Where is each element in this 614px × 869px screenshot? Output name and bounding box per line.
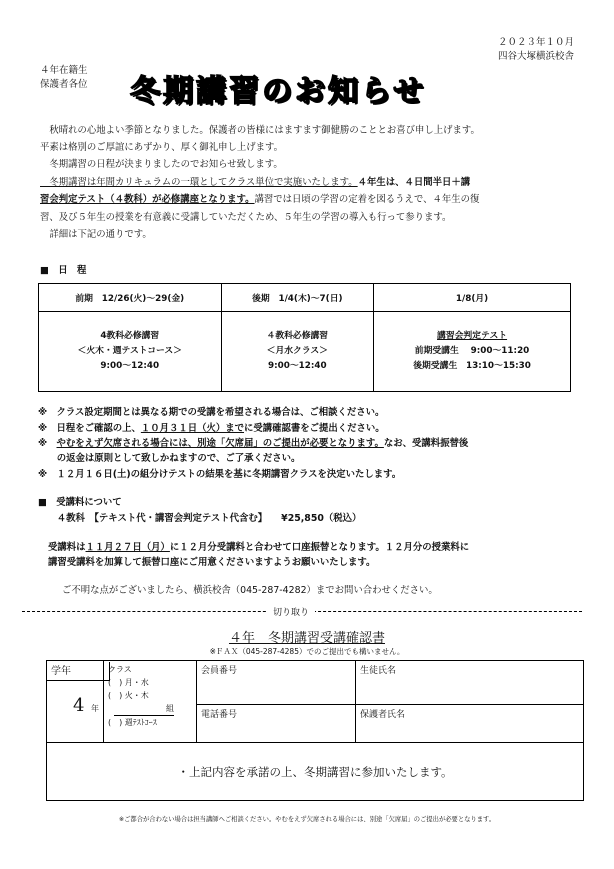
schedule-header-test: 1/8(月) xyxy=(374,284,571,312)
schedule-heading: ■ 日 程 xyxy=(40,265,87,276)
first-course-class: ＜火木・週テストコース＞ xyxy=(77,346,182,356)
schedule-table xyxy=(38,283,571,392)
consent-text: ・上記内容を承諾の上、冬期講習に参加いたします。 xyxy=(177,764,453,779)
member-number-field[interactable] xyxy=(197,661,356,705)
confirmation-form xyxy=(46,660,584,801)
fee-para-1c: に１２月分受講料と合わせて口座振替となります。１２月分の授業料に xyxy=(169,542,470,553)
intro-line-4a: 冬期講習は年間カリキュラムの一環としてクラス単位で実施いたします。 xyxy=(40,177,358,188)
student-name-label: 生徒氏名 xyxy=(360,666,397,676)
contact-line: ご不明な点がございましたら、横浜校舎（045-287-4282）までお問い合わせください。 xyxy=(62,585,438,596)
fax-note: ※ＦＡＸ（045-287-4285）でのご提出でも構いません。 xyxy=(209,647,405,656)
grade-unit: 年 xyxy=(91,704,99,713)
note-4: ※ １２月１６日(土)の組分けテストの結果を基に冬期講習クラスを決定いたします。 xyxy=(38,469,402,480)
consent-cell xyxy=(47,743,584,801)
recipient-grade: ４年在籍生 xyxy=(40,65,88,76)
intro-line-2: 平素は格別のご厚誼にあずかり、厚く御礼申し上げます。 xyxy=(40,142,284,153)
note-1: ※ クラス設定期間とは異なる期での受講を希望される場合は、ご相談ください。 xyxy=(38,407,385,418)
note-3a: ※ xyxy=(38,438,57,449)
fee-debit-date: １１月２７日（月） xyxy=(85,542,170,553)
first-course-title: 4教科必修講習 xyxy=(100,331,160,341)
class-label: クラス xyxy=(108,665,132,674)
schedule-cell-first xyxy=(39,312,222,392)
fee-line: ４教科 【テキスト代・講習会判定テスト代含む】 ¥25,850（税込） xyxy=(38,513,362,524)
student-name-field[interactable] xyxy=(356,661,584,705)
note-3-cont: の返金は原則として致しかねますので、ご了承ください。 xyxy=(38,453,301,464)
grade-value: 4 xyxy=(73,695,85,716)
test-second-time: 後期受講生 13:10～15:30 xyxy=(413,361,531,371)
header-meta xyxy=(498,36,574,64)
grade-label-box xyxy=(47,662,110,681)
phone-label: 電話番号 xyxy=(201,710,238,720)
schedule-cell-second xyxy=(221,312,374,392)
phone-field[interactable] xyxy=(197,705,356,743)
fee-heading: ■ 受講料について xyxy=(38,497,122,508)
test-first-time: 前期受講生 9:00～11:20 xyxy=(414,346,530,356)
intro-line-1: 秋晴れの心地よい季節となりました。保護者の皆様にはますます御健勝のこととお喜び申し上げます。 xyxy=(40,125,480,136)
intro-line-5a: 習会判定テスト（４教科）が必修講座となります。 xyxy=(40,194,255,205)
note-2c: に受講確認書をご提出ください。 xyxy=(244,423,385,434)
note-3c: なお、受講料振替後 xyxy=(383,438,469,449)
issue-date: ２０２３年１０月 xyxy=(497,37,574,48)
first-course-time: 9:00～12:40 xyxy=(100,361,160,371)
fee-para-1 xyxy=(48,541,469,554)
test-title: 講習会判定テスト xyxy=(437,331,508,341)
class-option-weekly-test[interactable]: ( ) 週ﾃｽﾄｺｰｽ xyxy=(108,718,157,727)
fee-para-2: 講習受講料を加算して振替口座にご用意くださいますようお願いいたします。 xyxy=(48,557,376,568)
school-name: 四谷大塚横浜校舎 xyxy=(497,51,574,62)
guardian-name-field[interactable] xyxy=(356,705,584,743)
member-number-label: 会員番号 xyxy=(201,666,238,676)
class-kumi[interactable]: 組 xyxy=(114,702,174,716)
schedule-cell-test xyxy=(374,312,571,392)
intro-line-6: 習、及び５年生の授業を有意義に受講していただくため、５年生の学習の導入も行って参ります。 xyxy=(40,212,452,223)
recipients xyxy=(40,64,88,92)
recipient-parents: 保護者各位 xyxy=(40,79,88,90)
intro-line-3: 冬期講習の日程が決まりましたのでお知らせ致します。 xyxy=(40,159,283,170)
note-2 xyxy=(38,422,385,435)
note-3 xyxy=(38,437,468,450)
footer-note: ※ご都合が合わない場合は担当講師へご相談ください。やむをえず欠席される場合には、別途「欠席届」のご提出が必要となります。 xyxy=(118,816,496,823)
page-title: 冬期講習のお知らせ xyxy=(130,74,427,109)
intro-line-5b: 講習では日頃の学習の定着を図るうえで、４年生の復 xyxy=(254,194,480,205)
note-2a: ※ 日程をご確認の上、 xyxy=(38,423,141,434)
second-course-title: ４教科必修講習 xyxy=(266,331,329,341)
intro-line-4b: ４年生は、４日間半日＋講 xyxy=(357,177,471,188)
form-title: ４年 冬期講習受講確認書 xyxy=(228,631,385,646)
class-option-tue-thu[interactable]: ( ) 火・木 xyxy=(108,691,149,700)
second-course-time: 9:00～12:40 xyxy=(267,361,327,371)
schedule-header-first: 前期 12/26(火)～29(金) xyxy=(39,284,222,312)
fee-para-1a: 受講料は xyxy=(48,542,86,553)
note-3-absence: やむをえず欠席される場合には、別途「欠席届」のご提出が必要となります。 xyxy=(56,438,384,449)
class-option-mon-wed[interactable]: ( ) 月・水 xyxy=(108,678,149,687)
intro-line-4 xyxy=(40,176,470,189)
intro-line-7: 詳細は下記の通りです。 xyxy=(40,229,152,240)
note-2-deadline: １０月３１日（火）まで xyxy=(140,423,245,434)
schedule-header-second: 後期 1/4(木)～7(日) xyxy=(221,284,374,312)
second-course-class: ＜月水クラス＞ xyxy=(266,346,328,356)
guardian-name-label: 保護者氏名 xyxy=(360,710,406,720)
grade-cell xyxy=(47,661,104,743)
grade-label: 学年 xyxy=(51,666,71,677)
intro-line-5 xyxy=(40,193,479,206)
cut-label: 切り取り xyxy=(267,605,315,618)
class-cell xyxy=(104,661,197,743)
